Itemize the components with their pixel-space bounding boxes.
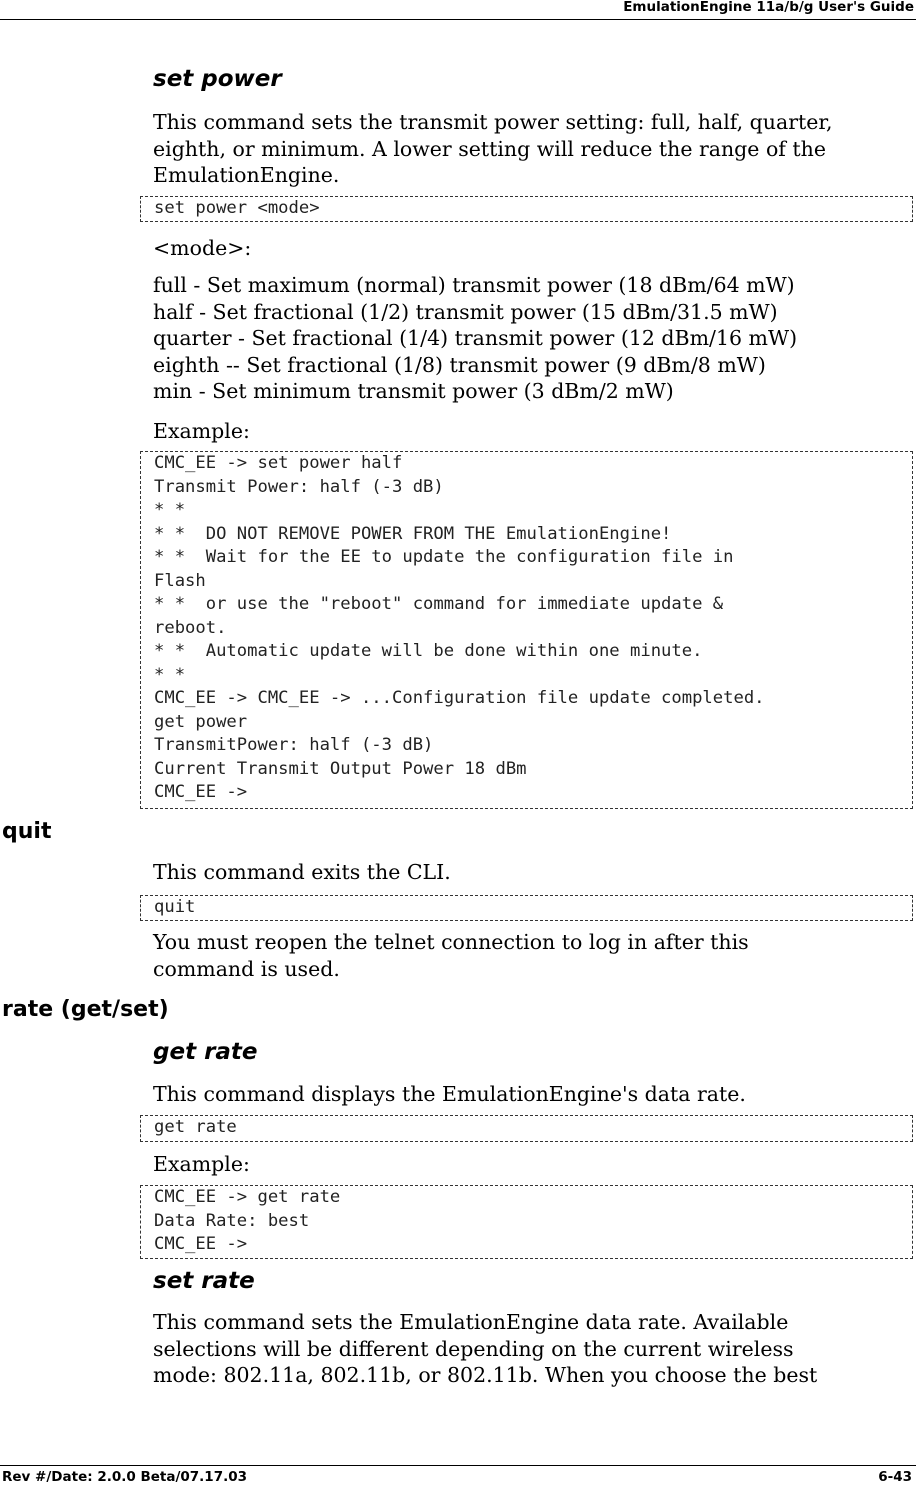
get-rate-heading: get rate <box>153 1039 258 1065</box>
set-power-heading: set power <box>153 66 282 92</box>
get-rate-example-box: CMC_EE -> get rate Data Rate: best CMC_EE -> <box>140 1185 913 1259</box>
quit-heading: quit <box>2 819 52 844</box>
page-footer <box>0 1465 916 1490</box>
get-rate-example-label: Example: <box>153 1152 250 1176</box>
set-rate-heading: set rate <box>153 1268 255 1294</box>
page-header <box>0 0 916 20</box>
mode-label: <mode>: <box>153 236 252 260</box>
get-rate-description: This command displays the EmulationEngine's data rate. <box>153 1082 746 1106</box>
header-title: EmulationEngine 11a/b/g User's Guide <box>623 0 914 15</box>
set-power-example-label: Example: <box>153 419 250 443</box>
footer-page-number: 6-43 <box>878 1469 912 1485</box>
set-power-description: This command sets the transmit power setting: full, half, quarter, eighth, or minimum. A lower setting will reduce the range of the EmulationEngine. <box>153 110 833 187</box>
set-rate-description: This command sets the EmulationEngine data rate. Available selections will be different depending on the current wireless mode: 802.11a, 802.11b, or 802.11b. When you choose the best <box>153 1310 818 1387</box>
get-rate-syntax-box: get rate <box>140 1115 913 1142</box>
set-power-syntax-box: set power <mode> <box>140 196 913 222</box>
footer-revision: Rev #/Date: 2.0.0 Beta/07.17.03 <box>2 1469 248 1485</box>
quit-note: You must reopen the telnet connection to log in after this command is used. <box>153 930 749 981</box>
quit-description: This command exits the CLI. <box>153 860 451 884</box>
rate-heading: rate (get/set) <box>2 997 169 1022</box>
quit-syntax-box: quit <box>140 895 913 921</box>
power-mode-list: full - Set maximum (normal) transmit power (18 dBm/64 mW) half - Set fractional (1/2) transmit power (15 dBm/31.5 mW) quarter - Set fractional (1/4) transmit power (12 dBm/16 mW) eighth -- Set fractional (1/8) transmit power (9 dBm/8 mW) min - Set minimum transmit power (3 dBm/2 mW) <box>153 273 798 403</box>
set-power-example-box: CMC_EE -> set power half Transmit Power: half (-3 dB) * * * * DO NOT REMOVE POWER FROM THE EmulationEngine! * * Wait for the EE to update the configuration file in Flash * * or use the "reboot" command for immediate update & reboot. * * Automatic update will be done within one minute. * * CMC_EE -> CMC_EE -> ...Configuration file update completed. get power TransmitPower: half (-3 dB) Current Transmit Output Power 18 dBm CMC_EE -> <box>140 451 913 809</box>
